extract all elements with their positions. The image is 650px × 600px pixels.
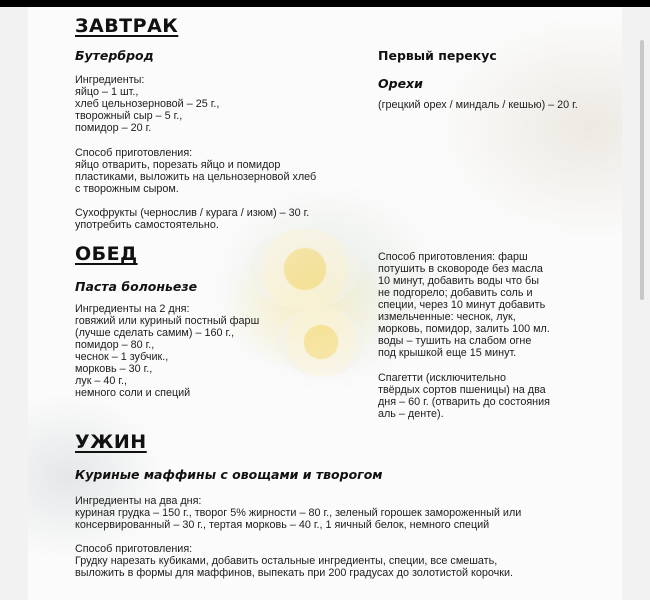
method-line: специи, через 10 минут добавить — [378, 299, 546, 311]
dinner-dish-title: Куриные маффины с овощами и творогом — [75, 467, 383, 482]
lunch-method — [378, 251, 550, 359]
breakfast-dried-fruit — [75, 207, 309, 231]
ingredient-line: куриная грудка – 150 г., творог 5% жирности – 80 г., зеленый горошек замороженный или — [75, 507, 522, 519]
method-line: яйцо отварить, порезать яйцо и помидор — [75, 159, 281, 171]
extra-line: употребить самостоятельно. — [75, 219, 219, 231]
breakfast-ingredients — [75, 74, 219, 134]
method-line: морковь, помидор, залить 100 мл. — [378, 323, 550, 335]
ingredients-label: Ингредиенты на 2 дня: — [75, 303, 190, 315]
method-label: Способ приготовления: — [75, 543, 193, 555]
method-line: измельченные: чеснок, лук, — [378, 311, 516, 323]
ingredient-line: консервированный – 30 г., тертая морковь – 40 г., 1 яичный белок, немного специй — [75, 519, 490, 531]
breakfast-method — [75, 147, 316, 195]
dinner-method — [75, 543, 513, 579]
ingredient-line: хлеб цельнозерновой – 25 г., — [75, 98, 220, 110]
method-line: Способ приготовления: фарш — [378, 251, 528, 263]
dinner-ingredients — [75, 495, 521, 531]
ingredient-line: творожный сыр – 5 г., — [75, 110, 183, 122]
pasta-line: аль – денте). — [378, 408, 444, 420]
method-line: под крышкой еще 15 минут. — [378, 347, 517, 359]
ingredients-label: Ингредиенты: — [75, 74, 145, 86]
method-line: не подгорело; добавить соль и — [378, 287, 533, 299]
scrollbar[interactable] — [640, 40, 644, 300]
method-line: Грудку нарезать кубиками, добавить остальные ингредиенты, специи, все смешать, — [75, 555, 498, 567]
method-line: воды – тушить на слабом огне — [378, 335, 532, 347]
method-line: выложить в формы для маффинов, выпекать при 200 градусах до золотистой корочки. — [75, 567, 514, 579]
method-label: Способ приготовления: — [75, 147, 193, 159]
breakfast-dish-title: Бутерброд — [75, 48, 154, 63]
ingredient-line: чеснок – 1 зубчик., — [75, 351, 169, 363]
method-line: потушить в сковороде без масла — [378, 263, 543, 275]
breakfast-heading: ЗАВТРАК — [75, 15, 179, 37]
dinner-heading: УЖИН — [75, 431, 147, 453]
ingredient-line: говяжий или куриный постный фарш — [75, 315, 260, 327]
method-line: пластиками, выложить на цельнозерновой хлеб — [75, 171, 317, 183]
snack-title: Первый перекус — [378, 48, 497, 63]
ingredient-line: яйцо – 1 шт., — [75, 86, 139, 98]
lunch-ingredients — [75, 303, 259, 399]
pasta-line: твёрдых сортов пшеницы) на два — [378, 384, 546, 396]
pasta-line: Спагетти (исключительно — [378, 372, 506, 384]
ingredients-label: Ингредиенты на два дня: — [75, 495, 202, 507]
snack-dish-title: Орехи — [378, 76, 423, 91]
snack-line: (грецкий орех / миндаль / кешью) – 20 г. — [378, 99, 578, 111]
ingredient-line: (лучше сделать самим) – 160 г., — [75, 327, 235, 339]
method-line: с творожным сыром. — [75, 183, 179, 195]
ingredient-line: лук – 40 г., — [75, 375, 128, 387]
background-egg-photo — [250, 229, 360, 309]
method-line: 10 минут, добавить воды что бы — [378, 275, 539, 287]
lunch-heading: ОБЕД — [75, 243, 138, 265]
lunch-dish-title: Паста болоньезе — [75, 279, 198, 294]
background-egg-photo — [278, 307, 364, 377]
top-bar — [0, 0, 650, 7]
ingredient-line: помидор – 80 г., — [75, 339, 155, 351]
extra-line: Сухофрукты (чернослив / курага / изюм) – 30 г. — [75, 207, 310, 219]
pasta-line: дня – 60 г. (отварить до состояния — [378, 396, 551, 408]
ingredient-line: морковь – 30 г., — [75, 363, 153, 375]
ingredient-line: помидор – 20 г. — [75, 122, 152, 134]
ingredient-line: немного соли и специй — [75, 387, 191, 399]
lunch-pasta — [378, 372, 550, 420]
